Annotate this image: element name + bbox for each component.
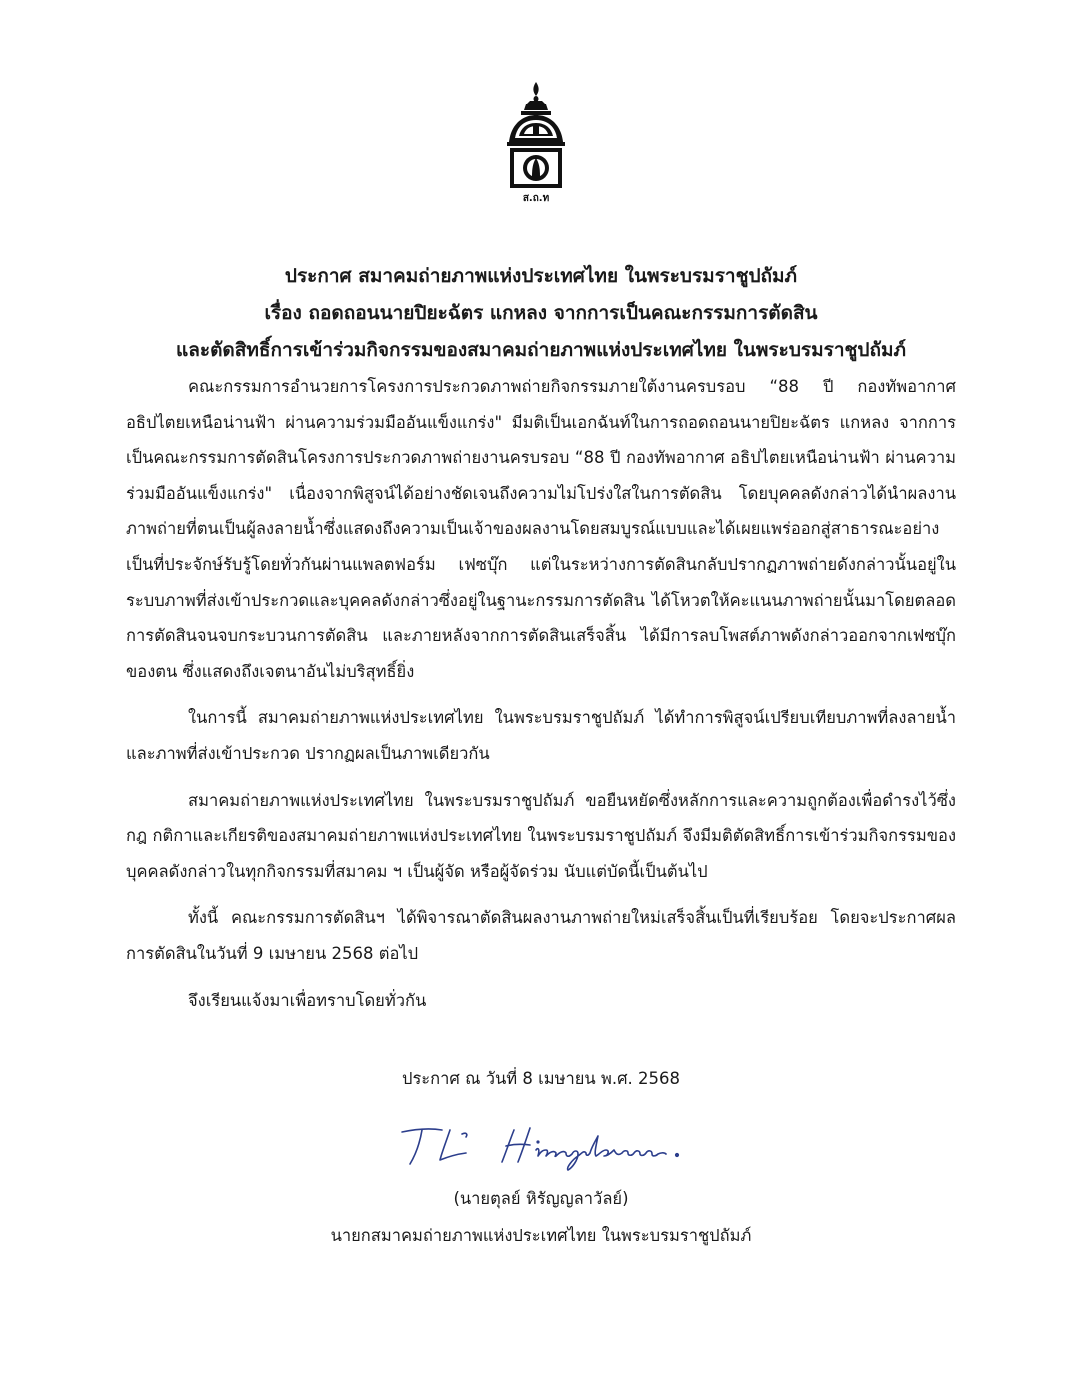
svg-text:ส.ถ.ท: ส.ถ.ท	[522, 193, 550, 204]
announcement-title	[100, 258, 982, 369]
title-line-1: ประกาศ สมาคมถ่ายภาพแห่งประเทศไทย ในพระบรมราชูปถัมภ์	[284, 265, 798, 287]
handwritten-signature	[396, 1120, 686, 1172]
announcement-body	[126, 369, 956, 1029]
closing-line: จึงเรียนแจ้งมาเพื่อทราบโดยทั่วกัน	[188, 990, 427, 1010]
association-emblem-icon	[503, 80, 569, 204]
body-paragraph-3: สมาคมถ่ายภาพแห่งประเทศไทย ในพระบรมราชูปถัมภ์ ขอยืนหยัดซึ่งหลักการและความถูกต้องเพื่อดำรงไว้ซึ่ง กฎ กติกาและเกียรติของสมาคมถ่ายภาพแห่งประเทศไทย ในพระบรมราชูปถัมภ์ จึงมีมติตัดสิทธิ์การเข้าร่วมกิจกรรมของบุคคลดังกล่าวในทุกกิจกรรมที่สมาคม ฯ เป็นผู้จัด หรือผู้จัดร่วม นับแต่บัดนี้เป็นต้นไป	[126, 790, 956, 881]
title-line-3: และตัดสิทธิ์การเข้าร่วมกิจกรรมของสมาคมถ่ายภาพแห่งประเทศไทย ในพระบรมราชูปถัมภ์	[175, 339, 906, 361]
title-line-2: เรื่อง ถอดถอนนายปิยะฉัตร แกหลง จากการเป็นคณะกรรมการตัดสิน	[264, 302, 818, 324]
body-paragraph-4: ทั้งนี้ คณะกรรมการตัดสินฯ ได้พิจารณาตัดสินผลงานภาพถ่ายใหม่เสร็จสิ้นเป็นที่เรียบร้อย โดยจะประกาศผลการตัดสินในวันที่ 9 เมษายน 2568 ต่อไป	[126, 908, 956, 963]
body-paragraph-1: คณะกรรมการอำนวยการโครงการประกวดภาพถ่ายกิจกรรมภายใต้งานครบรอบ “88 ปี กองทัพอากาศ อธิปไตยเหนือน่านฟ้า ผ่านความร่วมมืออันแข็งแกร่ง" มีมติเป็นเอกฉันท์ในการถอดถอนนายปิยะฉัตร แกหลง จากการเป็นคณะกรรมการตัดสินโครงการประกวดภาพถ่ายงานครบรอบ “88 ปี กองทัพอากาศ อธิปไตยเหนือน่านฟ้า ผ่านความร่วมมืออันแข็งแกร่ง" เนื่องจากพิสูจน์ได้อย่างชัดเจนถึงความไม่โปร่งใสในการตัดสิน โดยบุคคลดังกล่าวได้นำผลงานภาพถ่ายที่ตนเป็นผู้ลงลายน้ำซึ่งแสดงถึงความเป็นเจ้าของผลงานโดยสมบูรณ์แบบและได้เผยแพร่ออกสู่สาธารณะอย่างเป็นที่ประจักษ์รับรู้โดยทั่วกันผ่านแพลตฟอร์ม เฟซบุ๊ก แต่ในระหว่างการตัดสินกลับปรากฏภาพถ่ายดังกล่าวนั้นอยู่ในระบบภาพที่ส่งเข้าประกวดและบุคคลดังกล่าวซึ่งอยู่ในฐานะกรรมการตัดสิน ได้โหวตให้คะแนนภาพถ่ายนั้นมาโดยตลอดการตัดสินจนจบกระบวนการตัดสิน และภายหลังจากการตัดสินเสร็จสิ้น ได้มีการลบโพสต์ภาพดังกล่าวออกจากเฟซบุ๊กของตน ซึ่งแสดงถึงเจตนาอันไม่บริสุทธิ์ยิ่ง	[126, 377, 956, 681]
body-paragraph-2: ในการนี้ สมาคมถ่ายภาพแห่งประเทศไทย ในพระบรมราชูปถัมภ์ ได้ทำการพิสูจน์เปรียบเทียบภาพที่ลงลายน้ำและภาพที่ส่งเข้าประกวด ปรากฏผลเป็นภาพเดียวกัน	[126, 708, 956, 763]
signer-name: (นายตุลย์ หิรัญญลาวัลย์)	[453, 1189, 629, 1208]
announcement-date: ประกาศ ณ วันที่ 8 เมษายน พ.ศ. 2568	[401, 1069, 681, 1088]
signer-position: นายกสมาคมถ่ายภาพแห่งประเทศไทย ในพระบรมราชูปถัมภ์	[330, 1226, 752, 1245]
